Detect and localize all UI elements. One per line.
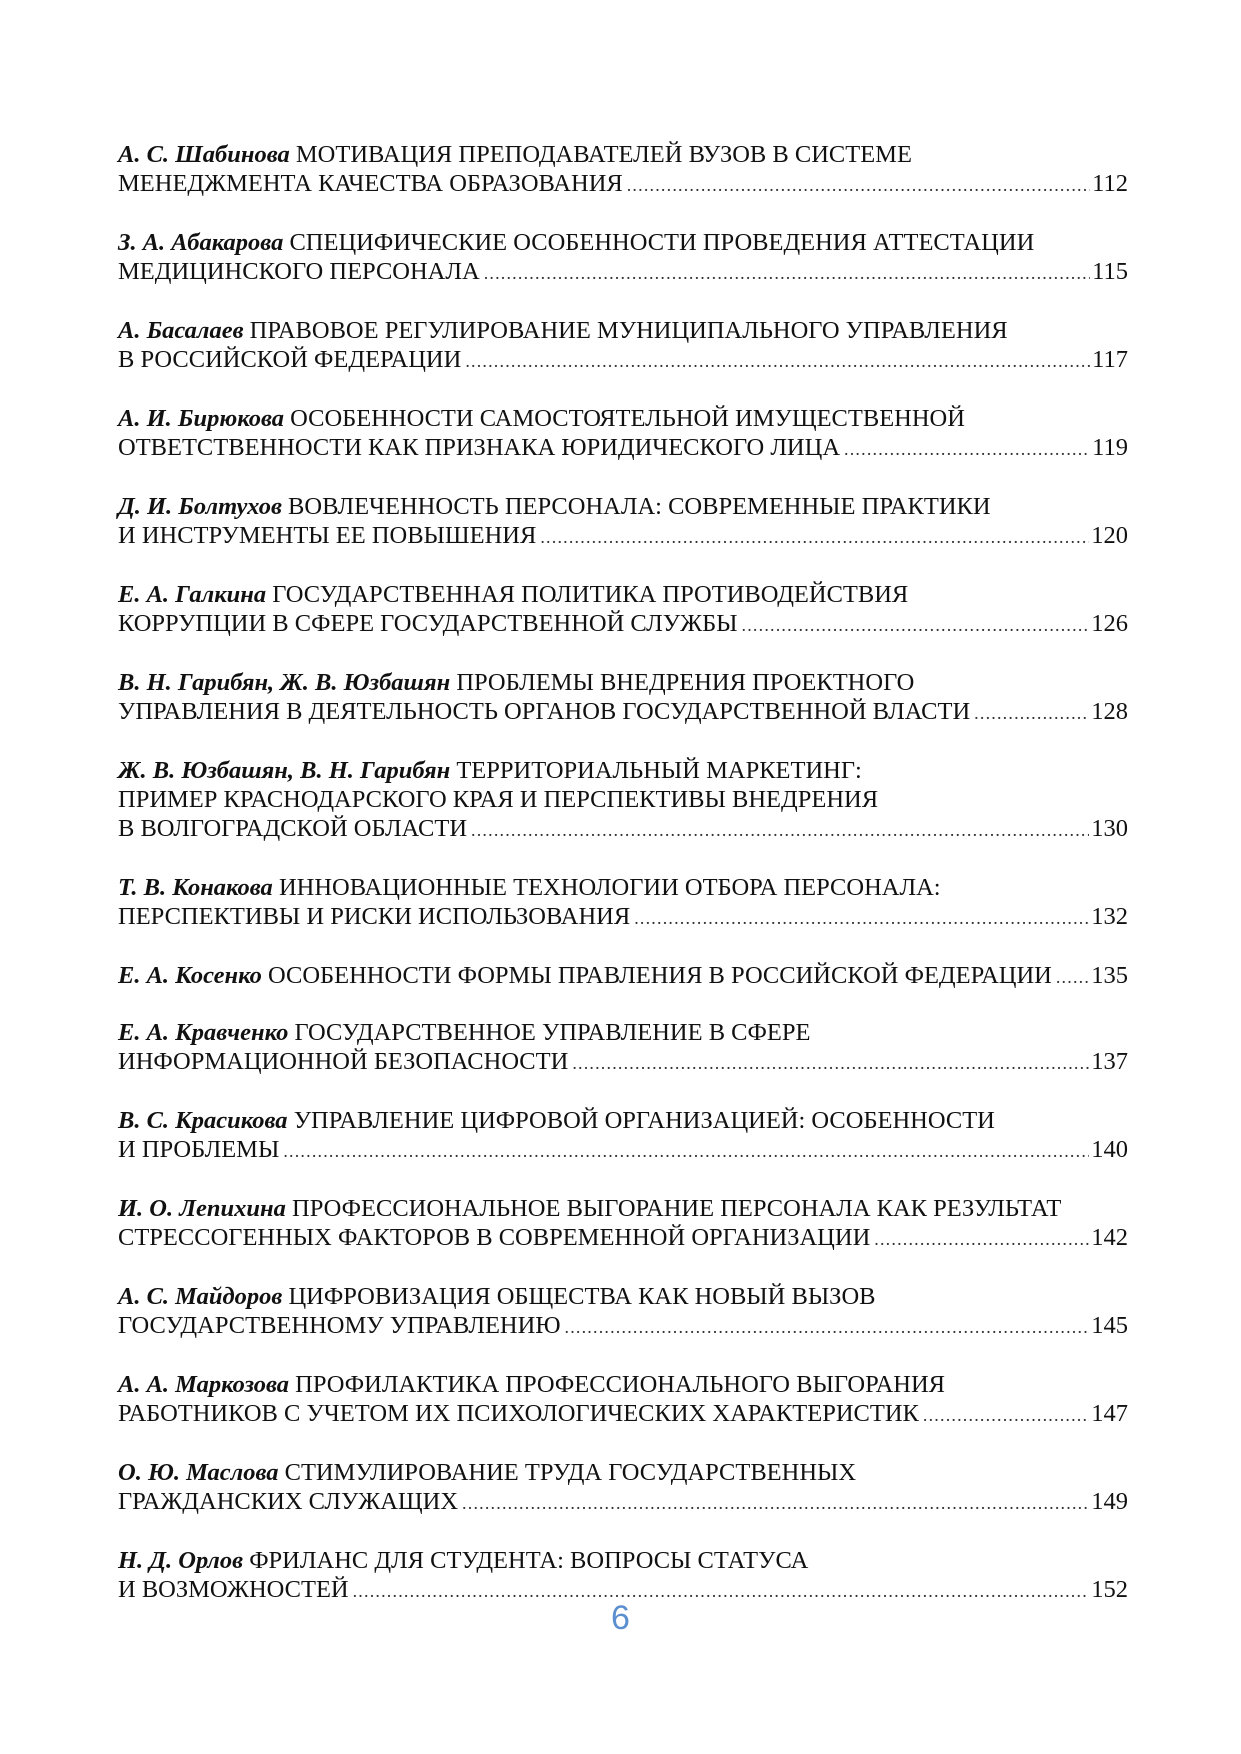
toc-entry-last-line [118,697,1128,728]
toc-entry-leader-dots [627,171,1090,200]
toc-entry-page-number: 120 [1091,522,1128,549]
toc-entry-title: МЕДИЦИНСКОГО ПЕРСОНАЛА [118,258,480,285]
toc-entry-text [118,141,912,168]
toc-entry-leader-dots [462,1489,1089,1518]
toc-entry-text [118,902,630,931]
toc-entry-line [118,668,1128,697]
toc-entry-last-line [118,169,1128,200]
toc-entry-page-number: 132 [1091,903,1128,930]
toc-entry-title: ЦИФРОВИЗАЦИЯ ОБЩЕСТВА КАК НОВЫЙ ВЫЗОВ [288,1283,876,1310]
toc-entry-text [118,257,480,286]
toc-entry[interactable] [118,1194,1128,1254]
toc-entry-line [118,1546,1128,1575]
toc-entry-page-number: 135 [1091,962,1128,989]
toc-entry-title: ПРОФЕССИОНАЛЬНОЕ ВЫГОРАНИЕ ПЕРСОНАЛА КАК РЕЗУЛЬТАТ [292,1195,1062,1222]
toc-entry-author: И. О. Лепихина [118,1195,286,1222]
toc-entry-title: ОСОБЕННОСТИ ФОРМЫ ПРАВЛЕНИЯ В РОССИЙСКОЙ ФЕДЕРАЦИИ [268,962,1052,989]
toc-entry[interactable] [118,140,1128,200]
toc-entry-last-line [118,1311,1128,1342]
toc-entry-author: А. Басалаев [118,317,244,344]
toc-entry-author: Ж. В. Юзбашян, В. Н. Гарибян [118,757,451,784]
toc-entry-text [118,697,970,726]
toc-entry-text [118,1283,876,1310]
toc-entry-text [118,1223,870,1252]
toc-entry-title: УПРАВЛЕНИЯ В ДЕЯТЕЛЬНОСТЬ ОРГАНОВ ГОСУДАРСТВЕННОЙ ВЛАСТИ [118,698,971,725]
toc-entry-page-number: 140 [1091,1136,1128,1163]
toc-entry-text [118,814,467,843]
toc-entry-author: Т. В. Конакова [118,874,273,901]
toc-entry-text [118,169,623,198]
toc-entry-last-line [118,433,1128,464]
toc-entry-title: МЕНЕДЖМЕНТА КАЧЕСТВА ОБРАЗОВАНИЯ [118,170,623,197]
toc-entry-text [118,874,941,901]
toc-entry-text [118,669,914,696]
toc-entry-title: ТЕРРИТОРИАЛЬНЫЙ МАРКЕТИНГ: [456,757,862,784]
toc-entry-leader-dots [1056,963,1089,992]
toc-entry-page-number: 130 [1091,815,1128,842]
toc-entry[interactable] [118,873,1128,933]
toc-entry-title: ФРИЛАНС ДЛЯ СТУДЕНТА: ВОПРОСЫ СТАТУСА [249,1547,809,1574]
toc-entry-title: И ВОЗМОЖНОСТЕЙ [118,1576,349,1603]
toc-entry-title: СПЕЦИФИЧЕСКИЕ ОСОБЕННОСТИ ПРОВЕДЕНИЯ АТТЕСТАЦИИ [289,229,1035,256]
toc-entry-text [118,961,1052,990]
toc-entry-title: ГРАЖДАНСКИХ СЛУЖАЩИХ [118,1488,459,1515]
toc-entry-leader-dots [572,1049,1089,1078]
toc-entry-last-line [118,257,1128,288]
toc-entry-text [118,1311,561,1340]
toc-entry-title: ГОСУДАРСТВЕННАЯ ПОЛИТИКА ПРОТИВОДЕЙСТВИЯ [272,581,909,608]
toc-entry-page-number: 137 [1091,1048,1128,1075]
toc-entry-author: А. А. Маркозова [118,1371,290,1398]
toc-entry-last-line [118,1223,1128,1254]
toc-entry-text [118,1547,808,1574]
toc-entry-line [118,140,1128,169]
toc-entry-text [118,757,862,784]
toc-entry-title: ПРАВОВОЕ РЕГУЛИРОВАНИЕ МУНИЦИПАЛЬНОГО УПРАВЛЕНИЯ [249,317,1008,344]
toc-entry-title: ГОСУДАРСТВЕННОМУ УПРАВЛЕНИЮ [118,1312,561,1339]
toc-entry-title: СТРЕССОГЕННЫХ ФАКТОРОВ В СОВРЕМЕННОЙ ОРГАНИЗАЦИИ [118,1224,871,1251]
toc-entry-author: Д. И. Болтухов [118,493,282,520]
toc-entry-title: И ИНСТРУМЕНТЫ ЕЕ ПОВЫШЕНИЯ [118,522,537,549]
toc-entry-last-line [118,1135,1128,1166]
toc-entry-line [118,1282,1128,1311]
toc-entry-author: О. Ю. Маслова [118,1459,279,1486]
toc-entry-leader-dots [283,1137,1089,1166]
toc-entry-author: Н. Д. Орлов [118,1547,244,1574]
toc-entry-author: А. С. Шабинова [118,141,290,168]
toc-entry[interactable] [118,580,1128,640]
toc-entry-title: ОТВЕТСТВЕННОСТИ КАК ПРИЗНАКА ЮРИДИЧЕСКОГО ЛИЦА [118,434,841,461]
toc-entry-leader-dots [540,523,1089,552]
toc-entry[interactable] [118,1282,1128,1342]
toc-entry-text [118,1399,919,1428]
toc-entry[interactable] [118,1018,1128,1078]
toc-entry-text [118,786,878,813]
toc-entry-line [118,1106,1128,1135]
toc-entry-text [118,1459,856,1486]
toc-entry[interactable] [118,1106,1128,1166]
toc-entry-page-number: 152 [1091,1576,1128,1603]
toc-entry-text [118,1371,945,1398]
toc-entry-title: В РОССИЙСКОЙ ФЕДЕРАЦИИ [118,346,462,373]
toc-entry-page-number: 115 [1092,258,1128,285]
toc-entry[interactable] [118,1546,1128,1606]
toc-entry-leader-dots [844,435,1090,464]
toc-entry[interactable] [118,404,1128,464]
page-number: 6 [611,1599,630,1637]
toc-entry-title: ПЕРСПЕКТИВЫ И РИСКИ ИСПОЛЬЗОВАНИЯ [118,903,631,930]
toc-entry-last-line [118,1047,1128,1078]
toc-entry-title: ВОВЛЕЧЕННОСТЬ ПЕРСОНАЛА: СОВРЕМЕННЫЕ ПРАКТИКИ [288,493,991,520]
toc-entry-line [118,756,1128,785]
toc-entry-last-line [118,1487,1128,1518]
toc-entry-title: И ПРОБЛЕМЫ [118,1136,280,1163]
toc-entry-author: Е. А. Косенко [118,962,262,989]
toc-entry-leader-dots [634,904,1089,933]
toc-entry-last-line [118,345,1128,376]
toc-entry-page-number: 117 [1092,346,1128,373]
toc-entry[interactable] [118,228,1128,288]
toc-entry-title: ПРОБЛЕМЫ ВНЕДРЕНИЯ ПРОЕКТНОГО [456,669,915,696]
toc-entry-line [118,1370,1128,1399]
toc-entry-last-line [118,814,1128,845]
toc-entry-line [118,580,1128,609]
toc-entry-line [118,404,1128,433]
toc-entry-leader-dots [923,1401,1089,1430]
toc-entry-text [118,317,1008,344]
toc-entry[interactable] [118,668,1128,728]
toc-entry-page-number: 149 [1091,1488,1128,1515]
toc-entry-title: КОРРУПЦИИ В СФЕРЕ ГОСУДАРСТВЕННОЙ СЛУЖБЫ [118,610,738,637]
toc-entry-line [118,873,1128,902]
toc-entry-author: Е. А. Кравченко [118,1019,289,1046]
toc-entry[interactable] [118,1458,1128,1518]
toc-entry-page-number: 145 [1091,1312,1128,1339]
toc-entry-title: ИНФОРМАЦИОННОЙ БЕЗОПАСНОСТИ [118,1048,569,1075]
toc-entry-text [118,1135,279,1164]
toc-entry-title: СТИМУЛИРОВАНИЕ ТРУДА ГОСУДАРСТВЕННЫХ [284,1459,857,1486]
toc-entry-title: ГОСУДАРСТВЕННОЕ УПРАВЛЕНИЕ В СФЕРЕ [294,1019,811,1046]
toc-entry-text [118,405,965,432]
toc-entry-text [118,581,908,608]
toc-entry-author: В. С. Красикова [118,1107,288,1134]
toc-entry-line [118,1018,1128,1047]
toc-entry-line [118,492,1128,521]
toc-entry-text [118,1487,458,1516]
toc-entry-text [118,1047,568,1076]
toc-entry-page-number: 112 [1092,170,1128,197]
toc-entry-title: МОТИВАЦИЯ ПРЕПОДАВАТЕЛЕЙ ВУЗОВ В СИСТЕМЕ [295,141,912,168]
toc-entry-author: А. И. Бирюкова [118,405,284,432]
toc-entry-title: В ВОЛГОГРАДСКОЙ ОБЛАСТИ [118,815,468,842]
toc-entry-text [118,345,461,374]
toc-entry-line [118,1458,1128,1487]
toc-entry-text [118,493,991,520]
toc-entry[interactable] [118,1370,1128,1430]
toc-entry[interactable] [118,492,1128,552]
toc-entry-page-number: 128 [1091,698,1128,725]
toc-entry-last-line [118,1399,1128,1430]
toc-entry-page-number: 119 [1092,434,1128,461]
toc-entry-text [118,1019,810,1046]
toc-entry-leader-dots [974,699,1089,728]
toc-entry-title: ОСОБЕННОСТИ САМОСТОЯТЕЛЬНОЙ ИМУЩЕСТВЕННОЙ [290,405,965,432]
toc-entry-last-line [118,521,1128,552]
toc-entry-title: ИННОВАЦИОННЫЕ ТЕХНОЛОГИИ ОТБОРА ПЕРСОНАЛА: [278,874,941,901]
toc-entry-last-line [118,609,1128,640]
toc-entry-line [118,785,1128,814]
toc-entry-line [118,316,1128,345]
toc-entry-text [118,433,840,462]
toc-entry-title: РАБОТНИКОВ С УЧЕТОМ ИХ ПСИХОЛОГИЧЕСКИХ ХАРАКТЕРИСТИК [118,1400,919,1427]
toc-entry-text [118,229,1034,256]
toc-entry-leader-dots [742,611,1090,640]
toc-entry[interactable] [118,316,1128,376]
toc-entry-leader-dots [874,1225,1089,1254]
table-of-contents [118,140,1128,1634]
toc-entry-last-line [118,961,1128,992]
toc-entry-author: А. С. Майдоров [118,1283,283,1310]
toc-entry-page-number: 142 [1091,1224,1128,1251]
toc-entry[interactable] [118,961,1128,992]
toc-entry-text [118,1107,995,1134]
toc-entry-leader-dots [471,816,1089,845]
toc-entry-author: В. Н. Гарибян, Ж. В. Юзбашян [118,669,451,696]
toc-entry-text [118,521,536,550]
toc-entry-title: ПРОФИЛАКТИКА ПРОФЕССИОНАЛЬНОГО ВЫГОРАНИЯ [295,1371,945,1398]
toc-entry-title: ПРИМЕР КРАСНОДАРСКОГО КРАЯ И ПЕРСПЕКТИВЫ ВНЕДРЕНИЯ [118,786,879,813]
toc-entry-author: З. А. Абакарова [118,229,284,256]
toc-entry-leader-dots [465,347,1090,376]
toc-entry-line [118,1194,1128,1223]
toc-entry-page-number: 147 [1091,1400,1128,1427]
toc-entry-text [118,1195,1061,1222]
toc-entry[interactable] [118,756,1128,845]
toc-entry-leader-dots [565,1313,1090,1342]
toc-entry-text [118,609,738,638]
toc-entry-title: УПРАВЛЕНИЕ ЦИФРОВОЙ ОРГАНИЗАЦИЕЙ: ОСОБЕННОСТИ [293,1107,995,1134]
toc-entry-author: Е. А. Галкина [118,581,267,608]
toc-entry-last-line [118,902,1128,933]
toc-entry-page-number: 126 [1091,610,1128,637]
toc-entry-line [118,228,1128,257]
toc-entry-leader-dots [484,259,1090,288]
